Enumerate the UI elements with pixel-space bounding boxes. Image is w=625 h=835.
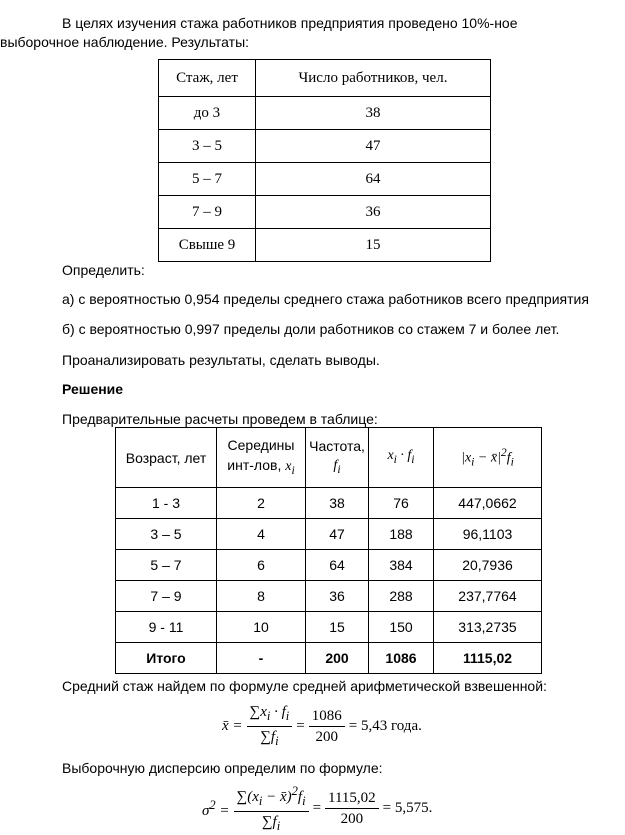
table-cell: 20,7936	[434, 550, 542, 581]
table-cell: 1 - 3	[116, 488, 217, 519]
table-cell: 5 – 7	[159, 163, 256, 196]
mean-formula-fraction-2	[309, 707, 345, 746]
header-midpoints-text: инт-лов,	[227, 456, 282, 473]
mean-formula	[222, 703, 422, 750]
table-row	[116, 488, 542, 519]
table-cell: 6	[217, 550, 306, 581]
task-analyze: Проанализировать результаты, сделать выводы.	[62, 352, 380, 368]
task-b: б) с вероятностью 0,997 пределы доли работников со стажем 7 и более лет.	[62, 321, 560, 337]
table-cell: -	[217, 643, 306, 674]
header-midpoints-line1: Середины	[227, 436, 295, 453]
table-cell: 237,7764	[434, 581, 542, 612]
table-cell: 36	[256, 196, 491, 229]
table-row	[159, 163, 491, 196]
header-frequency-line1: Частота,	[309, 437, 365, 454]
table-total-row	[116, 643, 542, 674]
header-age: Возраст, лет	[116, 428, 217, 488]
table-cell: до 3	[159, 97, 256, 130]
header-frequency	[306, 428, 369, 488]
variance-formula-lhs: $\sigma^2$ =	[202, 797, 230, 819]
variance-text: Выборочную дисперсию определим по формуле:	[62, 760, 383, 776]
calculation-table	[115, 427, 542, 674]
table-cell: 288	[369, 581, 434, 612]
mean-text: Средний стаж найдем по формуле средней арифметической взвешенной:	[62, 678, 547, 694]
intro-paragraph	[0, 14, 595, 52]
header-xf: $x_i \cdot f_i$	[369, 428, 434, 488]
equals-sign: =	[312, 800, 322, 816]
table-header-row	[116, 428, 542, 488]
fraction-denominator: $\sum f_i$	[261, 814, 281, 833]
intro-text: В целях изучения стажа работников предприятия проведено 10%-ное выборочное наблюдение. Результаты:	[0, 15, 518, 50]
fraction-denominator: 200	[340, 811, 364, 827]
table-cell: 188	[369, 519, 434, 550]
table-cell: 150	[369, 612, 434, 643]
table-cell: 3 – 5	[116, 519, 217, 550]
equals-sign: =	[296, 718, 305, 734]
table-row	[159, 130, 491, 163]
fraction-numerator: $\sum(x_i$ − $x̄)^2f_i$	[234, 782, 309, 812]
table-cell: 64	[306, 550, 369, 581]
variance-formula	[202, 782, 432, 835]
table-cell: 38	[256, 97, 491, 130]
table-cell: 36	[306, 581, 369, 612]
table-cell: 47	[306, 519, 369, 550]
fraction-numerator: 1115,02	[325, 789, 379, 809]
table-row	[116, 519, 542, 550]
table-cell: 15	[306, 612, 369, 643]
header-midpoints	[217, 428, 306, 488]
table-cell: 7 – 9	[116, 581, 217, 612]
table-cell: 200	[306, 643, 369, 674]
header-cell: Число работников, чел.	[256, 60, 491, 97]
table-header-row	[159, 60, 491, 97]
fraction-numerator: $\sum x_i \cdot f_i$	[247, 703, 293, 727]
table-cell: 4	[217, 519, 306, 550]
prelim-text: Предварительные расчеты проведем в таблице:	[62, 411, 378, 427]
table-cell: 1086	[369, 643, 434, 674]
mean-formula-fraction-1	[247, 703, 293, 750]
source-data-table	[158, 59, 491, 262]
fraction-denominator: $\sum f_i$	[260, 729, 279, 748]
solution-title: Решение	[62, 381, 124, 397]
table-cell: 384	[369, 550, 434, 581]
mean-formula-result: = 5,43 года.	[348, 718, 422, 734]
table-cell: Итого	[116, 643, 217, 674]
header-deviation: $|x_i$ − $x̄|^2f_i$	[434, 428, 542, 488]
table-row	[116, 550, 542, 581]
table-cell: 5 – 7	[116, 550, 217, 581]
determine-label: Определить:	[62, 262, 145, 278]
table-row	[116, 581, 542, 612]
table-cell: 47	[256, 130, 491, 163]
table-cell: 15	[256, 229, 491, 262]
table-cell: 38	[306, 488, 369, 519]
table-cell: 76	[369, 488, 434, 519]
table-cell: 447,0662	[434, 488, 542, 519]
table-cell: 1115,02	[434, 643, 542, 674]
fraction-numerator: 1086	[309, 707, 345, 727]
table-cell: 8	[217, 581, 306, 612]
fraction-denominator: 200	[315, 729, 338, 745]
table-row	[159, 229, 491, 262]
table-row	[116, 612, 542, 643]
table-cell: 3 – 5	[159, 130, 256, 163]
table-row	[159, 196, 491, 229]
header-cell: Стаж, лет	[159, 60, 256, 97]
variance-formula-fraction-1	[234, 782, 309, 835]
task-a: а) с вероятностью 0,954 пределы среднего стажа работников всего предприятия	[62, 291, 589, 307]
table-row	[159, 97, 491, 130]
table-cell: 9 - 11	[116, 612, 217, 643]
table-cell: 64	[256, 163, 491, 196]
table-cell: 10	[217, 612, 306, 643]
variance-formula-fraction-2	[325, 789, 379, 828]
header-frequency-symbol: $f_i$	[333, 457, 341, 476]
mean-formula-lhs: x̄ =	[222, 718, 243, 734]
table-cell: 7 – 9	[159, 196, 256, 229]
table-cell: 2	[217, 488, 306, 519]
variance-formula-result: = 5,575.	[382, 800, 433, 816]
header-midpoints-line2: инт-лов, $x_i$	[227, 456, 295, 477]
table-cell: 96,1103	[434, 519, 542, 550]
table-cell: 313,2735	[434, 612, 542, 643]
table-cell: Свыше 9	[159, 229, 256, 262]
